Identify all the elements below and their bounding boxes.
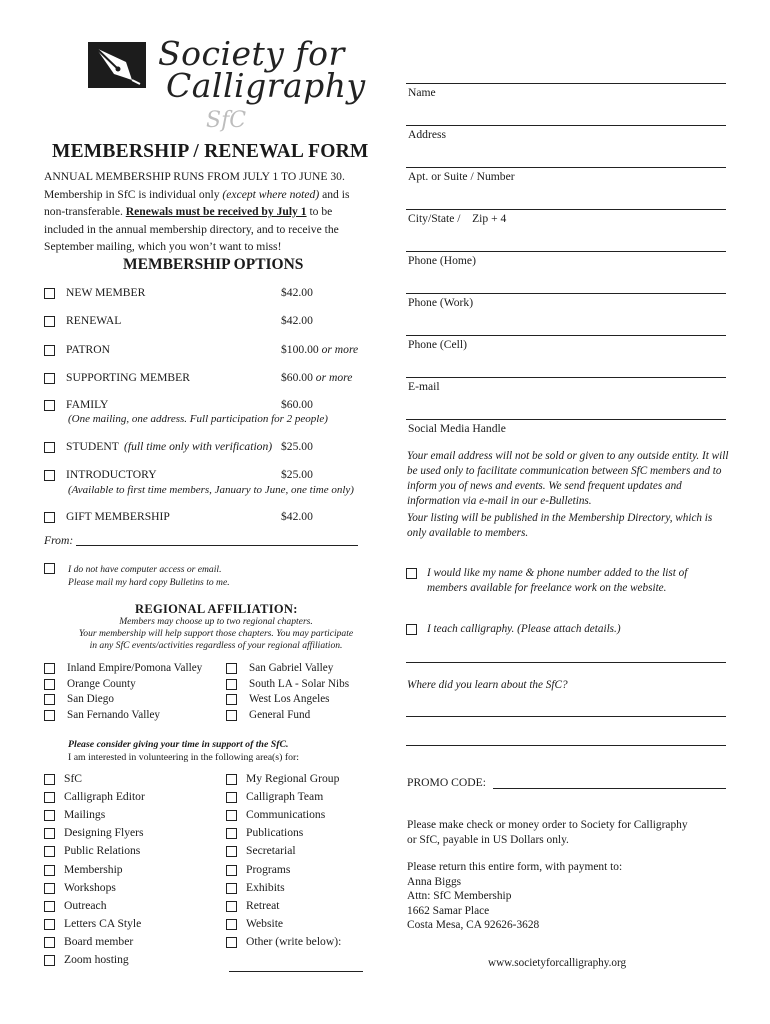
volunteer-checkbox[interactable] (44, 919, 55, 930)
introductory-note: (Available to first time members, January to June, one time only) (68, 484, 354, 496)
membership-option[interactable] (44, 468, 374, 484)
option-checkbox[interactable] (44, 288, 55, 299)
from-field[interactable] (76, 545, 358, 546)
contact-field-label: Address (408, 128, 446, 141)
teach-checkbox[interactable] (406, 622, 417, 640)
directory-note: Your listing will be published in the Membership Directory, which is only available to members. (407, 512, 713, 539)
volunteer-label: Communications (246, 808, 326, 822)
option-label: NEW MEMBER (66, 286, 146, 299)
option-checkbox[interactable] (44, 442, 55, 453)
volunteer-checkbox[interactable] (226, 828, 237, 839)
region-checkbox[interactable] (226, 710, 237, 721)
volunteer-checkbox[interactable] (226, 937, 237, 948)
contact-field-label: Name (408, 86, 436, 99)
other-write-field[interactable] (229, 971, 363, 972)
learn-line-2[interactable] (406, 745, 726, 746)
freelance-text: I would like my name & phone number added to the list of members available for freelance work on the website. (427, 567, 688, 594)
form-title: MEMBERSHIP / RENEWAL FORM (52, 141, 369, 162)
option-price: $42.00 (281, 286, 313, 299)
option-label: GIFT MEMBERSHIP (66, 510, 170, 523)
option-label: FAMILY (66, 398, 109, 411)
region-checkbox[interactable] (44, 710, 55, 721)
contact-field-label: E-mail (408, 380, 440, 393)
option-label: STUDENT (66, 440, 119, 453)
region-label: South LA - Solar Nibs (249, 678, 350, 690)
volunteer-intro: Please consider giving your time in support of the SfC. I am interested in volunteering in the following area(s) for: (68, 739, 299, 763)
region-checkbox[interactable] (44, 663, 55, 674)
membership-options-heading: MEMBERSHIP OPTIONS (123, 256, 304, 273)
region-checkbox[interactable] (226, 679, 237, 690)
option-label: RENEWAL (66, 314, 122, 327)
intro-paragraph: ANNUAL MEMBERSHIP RUNS FROM JULY 1 TO JUNE 30. Membership in SfC is individual only (except where noted) and is non-transferable. Renewals must be received by July 1 to be included in the annual membership directory, and to receive the September mailing, which you won’t want to miss! (44, 170, 350, 253)
option-price: $25.00 (281, 468, 313, 481)
option-checkbox[interactable] (44, 400, 55, 411)
website-link[interactable]: www.societyforcalligraphy.org (488, 957, 627, 969)
no-computer-checkbox[interactable] (44, 561, 55, 579)
region-checkbox[interactable] (226, 694, 237, 705)
volunteer-checkbox[interactable] (226, 774, 237, 785)
region-label: Orange County (67, 678, 136, 690)
regional-heading: REGIONAL AFFILIATION: (135, 602, 298, 616)
volunteer-label: Exhibits (246, 880, 285, 894)
volunteer-label: Mailings (64, 808, 106, 822)
logo-mark (88, 42, 146, 88)
from-label: From: (44, 534, 74, 547)
volunteer-label: Public Relations (64, 844, 141, 858)
option-checkbox[interactable] (44, 345, 55, 356)
volunteer-label: Letters CA Style (64, 916, 142, 930)
learn-line-1[interactable] (406, 716, 726, 717)
contact-field-line[interactable] (406, 251, 726, 252)
volunteer-checkbox[interactable] (44, 883, 55, 894)
volunteer-checkbox[interactable] (226, 792, 237, 803)
volunteer-label: Workshops (64, 880, 116, 894)
membership-option[interactable] (44, 286, 374, 302)
volunteer-label: Board member (64, 934, 134, 948)
region-checkbox[interactable] (44, 694, 55, 705)
membership-option[interactable] (44, 371, 374, 387)
family-note: (One mailing, one address. Full participation for 2 people) (68, 413, 328, 425)
option-label: PATRON (66, 343, 111, 356)
membership-option[interactable] (44, 398, 374, 414)
contact-field-label: Social Media Handle (408, 422, 506, 435)
option-price: $25.00 (281, 440, 313, 453)
contact-field-line[interactable] (406, 209, 726, 210)
option-price: $60.00 or more (281, 371, 353, 384)
option-price: $60.00 (281, 398, 313, 411)
volunteer-checkbox[interactable] (226, 846, 237, 857)
logo-swash: SfC (206, 108, 247, 133)
promo-label: PROMO CODE: (407, 776, 486, 789)
volunteer-checkbox[interactable] (226, 865, 237, 876)
volunteer-checkbox[interactable] (226, 883, 237, 894)
contact-field-line[interactable] (406, 419, 726, 420)
volunteer-label: Retreat (246, 898, 280, 912)
contact-field-line[interactable] (406, 377, 726, 378)
option-price: $42.00 (281, 510, 313, 523)
volunteer-checkbox[interactable] (226, 919, 237, 930)
membership-option[interactable] (44, 314, 374, 330)
contact-field-label: Phone (Home) (408, 254, 476, 267)
contact-field-line[interactable] (406, 167, 726, 168)
contact-field-line[interactable] (406, 83, 726, 84)
region-label: San Fernando Valley (67, 709, 161, 721)
region-label: West Los Angeles (249, 693, 330, 705)
teach-text: I teach calligraphy. (Please attach details.) (427, 623, 621, 635)
volunteer-label: Programs (246, 862, 291, 876)
teach-details-line[interactable] (406, 662, 726, 663)
volunteer-checkbox[interactable] (44, 792, 55, 803)
regional-note: Members may choose up to two regional chapters. Your membership will help support those chapters. You may participate in any SfC events/activities regardless of your regional affiliation. (78, 616, 354, 651)
region-label: San Diego (67, 693, 114, 705)
option-checkbox[interactable] (44, 512, 55, 523)
contact-field-label: Phone (Cell) (408, 338, 467, 351)
option-checkbox[interactable] (44, 316, 55, 327)
volunteer-label: Calligraph Editor (64, 790, 145, 804)
option-checkbox[interactable] (44, 470, 55, 481)
volunteer-label: SfC (64, 772, 83, 785)
promo-code-field[interactable] (493, 788, 726, 789)
volunteer-checkbox[interactable] (44, 810, 55, 821)
student-note: (full time only with verification) (124, 440, 273, 453)
payment-note: Please make check or money order to Society for Calligraphy or SfC, payable in US Dollars only. (407, 819, 688, 846)
logo-line-1: Society for (158, 34, 345, 73)
membership-option[interactable] (44, 343, 374, 359)
volunteer-label: My Regional Group (246, 772, 340, 785)
option-price: $100.00 or more (281, 343, 359, 356)
membership-option[interactable] (44, 440, 374, 456)
volunteer-checkbox[interactable] (44, 774, 55, 785)
volunteer-checkbox[interactable] (226, 901, 237, 912)
region-checkbox[interactable] (226, 663, 237, 674)
volunteer-label: Membership (64, 862, 123, 876)
contact-field-line[interactable] (406, 293, 726, 294)
region-label: Inland Empire/Pomona Valley (67, 662, 203, 674)
option-label: SUPPORTING MEMBER (66, 371, 190, 384)
volunteer-label: Secretarial (246, 844, 296, 858)
volunteer-checkbox[interactable] (226, 810, 237, 821)
contact-field-label: City/State / Zip + 4 (408, 212, 507, 225)
volunteer-label: Zoom hosting (64, 953, 129, 966)
contact-field-label: Apt. or Suite / Number (408, 170, 515, 183)
membership-option[interactable] (44, 510, 374, 526)
volunteer-checkbox[interactable] (44, 955, 55, 966)
volunteer-checkbox[interactable] (44, 937, 55, 948)
volunteer-label: Designing Flyers (64, 826, 144, 840)
volunteer-label: Outreach (64, 898, 107, 912)
logo-line-2: Calligraphy (166, 66, 366, 105)
option-price: $42.00 (281, 314, 313, 327)
volunteer-label: Other (write below): (246, 934, 342, 948)
contact-field-line[interactable] (406, 125, 726, 126)
privacy-note: Your email address will not be sold or given to any outside entity. It will be used only to facilitate communication between SfC members and to inform you of news and events. We send frequent updates and information via e-mail in our e-Bulletins. (407, 450, 729, 507)
contact-field-label: Phone (Work) (408, 296, 474, 309)
pen-nib-icon (88, 42, 146, 88)
no-computer-text: I do not have computer access or email. Please mail my hard copy Bulletins to me. (68, 564, 230, 588)
region-label: General Fund (249, 709, 311, 721)
option-checkbox[interactable] (44, 373, 55, 384)
learn-label: Where did you learn about the SfC? (407, 679, 568, 691)
volunteer-label: Publications (246, 826, 304, 840)
volunteer-checkbox[interactable] (44, 846, 55, 857)
volunteer-checkbox[interactable] (44, 901, 55, 912)
option-label: INTRODUCTORY (66, 468, 157, 481)
region-checkbox[interactable] (44, 679, 55, 690)
volunteer-label: Calligraph Team (246, 790, 324, 804)
volunteer-checkbox[interactable] (44, 865, 55, 876)
freelance-checkbox[interactable] (406, 566, 417, 584)
contact-field-line[interactable] (406, 335, 726, 336)
return-address: Please return this entire form, with payment to: Anna Biggs Attn: SfC Membership 1662 Samar Place Costa Mesa, CA 92626-3628 (407, 861, 623, 931)
logo-wordmark (158, 34, 366, 105)
region-label: San Gabriel Valley (249, 662, 334, 674)
volunteer-checkbox[interactable] (44, 828, 55, 839)
volunteer-label: Website (246, 916, 284, 930)
